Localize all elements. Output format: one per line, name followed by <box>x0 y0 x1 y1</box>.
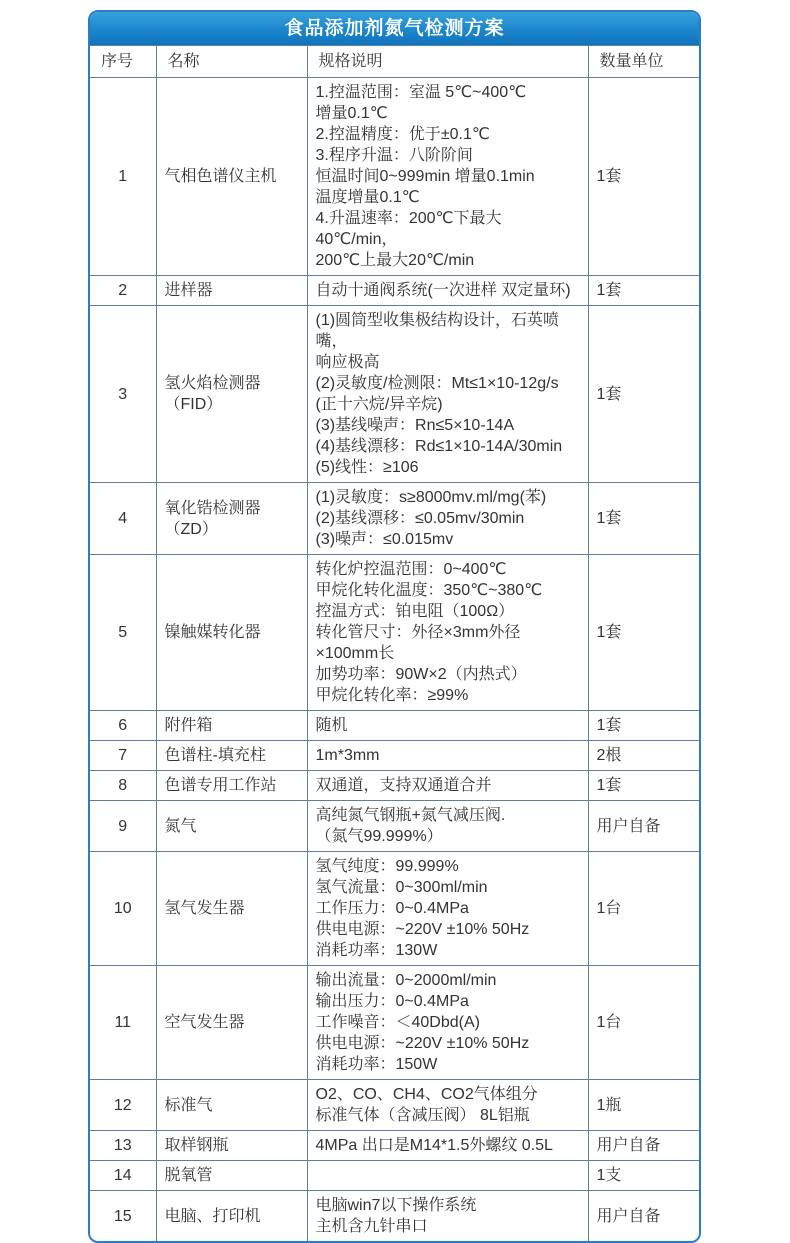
row-spec-cell <box>307 1161 588 1191</box>
page-title: 食品添加剂氮气检测方案 <box>90 12 699 45</box>
spec-line: 增量0.1℃ <box>315 105 388 122</box>
row-spec-cell <box>307 78 588 276</box>
spec-line: 消耗功率：130W <box>315 942 438 959</box>
spec-line: 转化炉控温范围：0~400℃ <box>315 561 507 578</box>
spec-line: 供电电源：~220V ±10% 50Hz <box>315 921 530 938</box>
row-spec-cell <box>307 771 588 801</box>
spec-line: 1m*3mm <box>315 747 380 764</box>
spec-line: 2.控温精度：优于±0.1℃ <box>315 126 490 143</box>
row-qty-cell: 用户自备 <box>588 1191 699 1242</box>
spec-line: 转化管尺寸：外径×3mm外径×100mm长 <box>315 624 521 662</box>
table-row <box>90 1161 699 1191</box>
row-spec-cell <box>307 741 588 771</box>
spec-line: 随机 <box>315 717 348 734</box>
row-qty-cell: 1套 <box>588 711 699 741</box>
row-qty-cell: 1套 <box>588 555 699 711</box>
row-name-cell: 镍触媒转化器 <box>156 555 307 711</box>
spec-line: 高纯氮气钢瓶+氮气减压阀. <box>315 807 506 824</box>
table-row <box>90 1131 699 1161</box>
row-no-cell: 6 <box>90 711 156 741</box>
row-no-cell: 3 <box>90 306 156 483</box>
row-qty-cell: 2根 <box>588 741 699 771</box>
row-spec-cell <box>307 711 588 741</box>
table-row <box>90 78 699 276</box>
spec-line: 控温方式：铂电阻（100Ω） <box>315 603 515 620</box>
spec-line: O2、CO、CH4、CO2气体组分 <box>315 1086 538 1103</box>
row-no-cell: 12 <box>90 1080 156 1131</box>
row-name-cell: 附件箱 <box>156 711 307 741</box>
row-name-cell: 氢气发生器 <box>156 852 307 966</box>
row-spec-cell <box>307 1080 588 1131</box>
spec-line: 200℃上最大20℃/min <box>315 252 475 269</box>
row-spec-cell <box>307 801 588 852</box>
table-row <box>90 276 699 306</box>
table-row <box>90 801 699 852</box>
spec-table-card <box>88 10 701 1243</box>
table-row <box>90 711 699 741</box>
row-qty-cell: 1套 <box>588 78 699 276</box>
row-spec-cell <box>307 1191 588 1242</box>
row-no-cell: 10 <box>90 852 156 966</box>
row-name-cell: 气相色谱仪主机 <box>156 78 307 276</box>
table-row <box>90 771 699 801</box>
row-no-cell: 2 <box>90 276 156 306</box>
row-spec-cell <box>307 306 588 483</box>
spec-line: （氮气99.999%） <box>315 828 443 845</box>
spec-line: 温度增量0.1℃ <box>315 189 420 206</box>
column-header-no: 序号 <box>90 46 156 78</box>
table-row <box>90 483 699 555</box>
row-name-cell: 取样钢瓶 <box>156 1131 307 1161</box>
row-name-cell: 空气发生器 <box>156 966 307 1080</box>
spec-line: 甲烷化转化率：≥99% <box>315 687 469 704</box>
spec-line: 4.升温速率：200℃下最大40℃/min， <box>315 210 502 248</box>
spec-line: 1.控温范围：室温 5℃~400℃ <box>315 84 527 101</box>
row-name-cell: 氢火焰检测器（FID） <box>156 306 307 483</box>
spec-line: (1)灵敏度：s≥8000mv.ml/mg(苯) <box>315 489 547 506</box>
row-no-cell: 1 <box>90 78 156 276</box>
spec-line: 工作噪音：＜40Dbd(A) <box>315 1014 480 1031</box>
row-name-cell: 电脑、打印机 <box>156 1191 307 1242</box>
row-qty-cell: 1套 <box>588 276 699 306</box>
spec-line: 4MPa 出口是M14*1.5外螺纹 0.5L <box>315 1137 553 1154</box>
row-qty-cell: 1套 <box>588 306 699 483</box>
row-no-cell: 13 <box>90 1131 156 1161</box>
spec-line: 甲烷化转化温度：350℃~380℃ <box>315 582 543 599</box>
table-body <box>90 78 699 1242</box>
row-no-cell: 8 <box>90 771 156 801</box>
spec-table <box>90 45 699 1241</box>
row-name-cell: 氧化锆检测器（ZD） <box>156 483 307 555</box>
table-row <box>90 555 699 711</box>
spec-line: (2)灵敏度/检测限：Mt≤1×10-12g/s <box>315 375 559 392</box>
spec-line: 输出压力：0~0.4MPa <box>315 993 469 1010</box>
spec-line: 消耗功率：150W <box>315 1056 438 1073</box>
spec-line: 氢气纯度：99.999% <box>315 858 459 875</box>
spec-line: 双通道，支持双通道合并 <box>315 777 492 794</box>
table-row <box>90 1191 699 1242</box>
row-qty-cell: 1台 <box>588 852 699 966</box>
row-no-cell: 11 <box>90 966 156 1080</box>
spec-line: 标准气体（含减压阀） 8L铝瓶 <box>315 1107 530 1124</box>
row-no-cell: 14 <box>90 1161 156 1191</box>
spec-line <box>316 1165 580 1186</box>
row-no-cell: 4 <box>90 483 156 555</box>
row-no-cell: 7 <box>90 741 156 771</box>
spec-line: (3)基线噪声：Rn≤5×10-14A <box>315 417 515 434</box>
row-name-cell: 进样器 <box>156 276 307 306</box>
row-no-cell: 15 <box>90 1191 156 1242</box>
spec-line: (1)圆筒型收集极结构设计，石英喷嘴， <box>315 312 560 350</box>
spec-line: (5)线性：≥106 <box>315 459 419 476</box>
row-spec-cell <box>307 276 588 306</box>
spec-line: 自动十通阀系统(一次进样 双定量环) <box>315 282 571 299</box>
header-row <box>90 46 699 78</box>
column-header-qty: 数量单位 <box>588 46 699 78</box>
row-name-cell: 色谱柱-填充柱 <box>156 741 307 771</box>
column-header-spec: 规格说明 <box>307 46 588 78</box>
row-name-cell: 标准气 <box>156 1080 307 1131</box>
spec-line: 加势功率：90W×2（内热式） <box>315 666 527 683</box>
spec-line: (2)基线漂移：≤0.05mv/30min <box>315 510 525 527</box>
spec-line: 电脑win7以下操作系统 <box>315 1197 477 1214</box>
spec-line: 工作压力：0~0.4MPa <box>315 900 469 917</box>
row-qty-cell: 1套 <box>588 771 699 801</box>
spec-line: 响应极高 <box>315 354 380 371</box>
spec-line: 供电电源：~220V ±10% 50Hz <box>315 1035 530 1052</box>
row-qty-cell: 用户自备 <box>588 1131 699 1161</box>
row-spec-cell <box>307 483 588 555</box>
row-spec-cell <box>307 555 588 711</box>
row-name-cell: 色谱专用工作站 <box>156 771 307 801</box>
table-row <box>90 852 699 966</box>
spec-line: 3.程序升温：八阶阶间 <box>315 147 473 164</box>
row-no-cell: 5 <box>90 555 156 711</box>
row-qty-cell: 1套 <box>588 483 699 555</box>
table-row <box>90 966 699 1080</box>
spec-line: (3)噪声：≤0.015mv <box>315 531 454 548</box>
row-spec-cell <box>307 852 588 966</box>
row-spec-cell <box>307 1131 588 1161</box>
spec-line: 恒温时间0~999min 增量0.1min <box>315 168 535 185</box>
table-row <box>90 741 699 771</box>
column-header-name: 名称 <box>156 46 307 78</box>
row-qty-cell: 1支 <box>588 1161 699 1191</box>
row-name-cell: 氮气 <box>156 801 307 852</box>
row-name-cell: 脱氧管 <box>156 1161 307 1191</box>
spec-line: 输出流量：0~2000ml/min <box>315 972 497 989</box>
row-spec-cell <box>307 966 588 1080</box>
row-qty-cell: 用户自备 <box>588 801 699 852</box>
spec-line: 主机含九针串口 <box>315 1218 428 1235</box>
spec-line: (正十六烷/异辛烷) <box>315 396 443 413</box>
spec-line: (4)基线漂移：Rd≤1×10-14A/30min <box>315 438 563 455</box>
spec-line: 氢气流量：0~300ml/min <box>315 879 488 896</box>
row-qty-cell: 1瓶 <box>588 1080 699 1131</box>
row-qty-cell: 1台 <box>588 966 699 1080</box>
table-row <box>90 1080 699 1131</box>
row-no-cell: 9 <box>90 801 156 852</box>
table-row <box>90 306 699 483</box>
